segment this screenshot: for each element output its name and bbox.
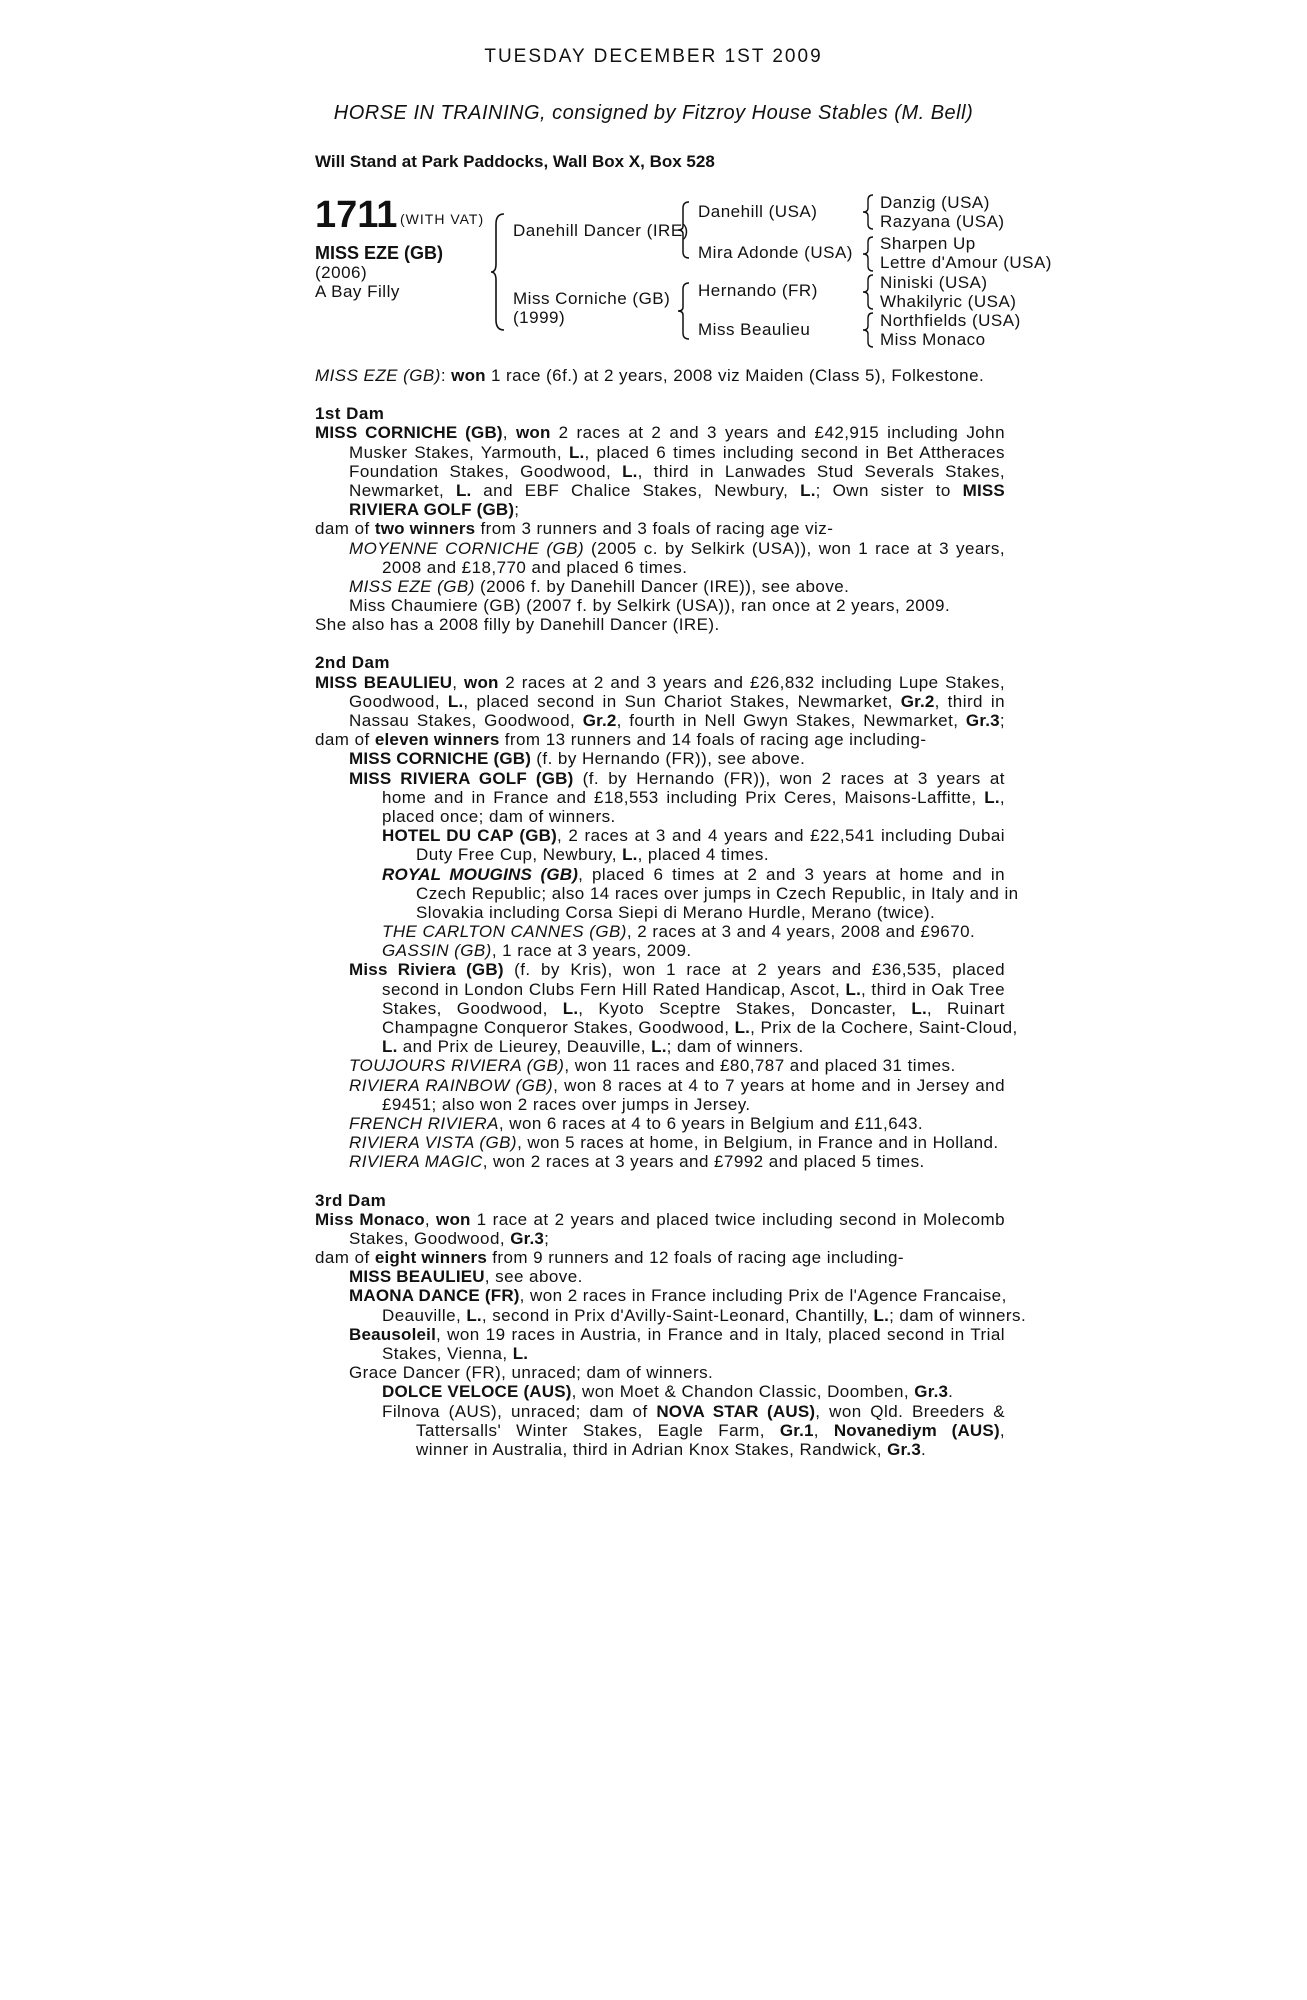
third-dam-text: Miss Monaco, won 1 race at 2 years and placed twice including second in Molecomb	[315, 1209, 1005, 1229]
intro-won: won	[451, 366, 486, 385]
pedigree-brace-main	[490, 212, 510, 332]
pedigree-dam-sire: Hernando (FR)	[698, 281, 818, 300]
pedigree-g4: Lettre d'Amour (USA)	[880, 253, 1052, 272]
pedigree-dam-year: (1999)	[513, 308, 566, 327]
pedigree-brace-g56	[862, 273, 878, 311]
pedigree-g5: Niniski (USA)	[880, 273, 988, 292]
second-dam-heading: 2nd Dam	[315, 653, 390, 673]
pedigree-sire-sire: Danehill (USA)	[698, 202, 818, 221]
first-dam-heading: 1st Dam	[315, 404, 385, 424]
horse-year: (2006)	[315, 263, 368, 282]
pedigree-g1: Danzig (USA)	[880, 193, 990, 212]
pedigree-g7: Northfields (USA)	[880, 311, 1021, 330]
vat-note: (WITH VAT)	[400, 211, 485, 227]
first-dam-text: MISS CORNICHE (GB), won 2 races at 2 and 3 years and £42,915 including John	[315, 423, 1005, 443]
horse-name: MISS EZE (GB)	[315, 243, 444, 263]
consignment-subtitle: HORSE IN TRAINING, consigned by Fitzroy House Stables (M. Bell)	[333, 102, 974, 124]
third-dam-heading: 3rd Dam	[315, 1190, 387, 1210]
pedigree-g6: Whakilyric (USA)	[880, 292, 1017, 311]
second-dam-text: MISS BEAULIEU, won 2 races at 2 and 3 years and £26,832 including Lupe Stakes,	[315, 672, 1006, 692]
pedigree-g2: Razyana (USA)	[880, 212, 1005, 231]
sale-date: TUESDAY DECEMBER 1ST 2009	[484, 46, 823, 67]
pedigree-sire: Danehill Dancer (IRE)	[513, 221, 689, 240]
intro-line	[315, 366, 1005, 385]
intro-record: 1 race (6f.) at 2 years, 2008 viz Maiden (Class 5), Folkestone.	[485, 366, 985, 385]
lot-number: 1711	[315, 194, 398, 236]
pedigree-sire-dam: Mira Adonde (USA)	[698, 243, 853, 262]
stand-location: Will Stand at Park Paddocks, Wall Box X, Box 528	[315, 152, 715, 171]
intro-horse: MISS EZE (GB)	[315, 366, 441, 385]
pedigree-brace-g12	[862, 193, 878, 231]
catalogue-body: MISS EZE (GB): won 1 race (6f.) at 2 years, 2008 viz Maiden (Class 5), Folkestone. 1st Dam MISS CORNICHE (GB), won 2 races at 2 and 3 years and £42,915 including John Musker Stakes, Yarmouth, L., placed 6 times including second in Bet Attheraces Foundation Stakes, Goodwood, L., third in Lanwades Stud Severals Stakes, Newmarket, L. and EBF Chalice Stakes, Newbury, L.; Own sister to MISS RIVIERA GOLF (GB); dam of two winners from 3 runners and 3 foals of racing age viz- MOYENNE CORNICHE (GB) (2005 c. by Selkirk (USA)), won 1 race at 3 years, 2008 and £18,770 and placed 6 times. MISS EZE (GB) (2006 f. by Danehill Dancer (IRE)), see above. Miss Chaumiere (GB) (2007 f. by Selkirk (USA)), ran once at 2 years, 2009. She also has a 2008 filly by Danehill Dancer (IRE). 2nd Dam MISS BEAULIEU, won 2 races at 2 and 3 years and £26,832 including Lupe Stakes, Goodwood, L., placed second in Sun Chariot Stakes, Newmarket, Gr.2, third in Nassau Stakes, Goodwood, Gr.2, fourth in Nell Gwyn Stakes, Newmarket, Gr.3; dam of eleven winners from 13 runners and 14 foals of racing age including- MISS CORNICHE (GB) (f. by Hernando (FR)), see above. MISS RIVIERA GOLF (GB) (f. by Hernando (FR)), won 2 races at 3 years at home and in France and £18,553 including Prix Ceres, Maisons-Laffitte, L., placed once; dam of winners. HOTEL DU CAP (GB), 2 races at 3 and 4 years and £22,541 including Dubai Duty Free Cup, Newbury, L., placed 4 times. ROYAL MOUGINS (GB), placed 6 times at 2 and 3 years at home and in Czech Republic; also 14 races over jumps in Czech Republic, in Italy and in Slovakia including Corsa Siepi di Merano Hurdle, Merano (twice). THE CARLTON CANNES (GB), 2 races at 3 and 4 years, 2008 and £9670. GASSIN (GB), 1 race at 3 years, 2009. Miss Riviera (GB) (f. by Kris), won 1 race at 2 years and £36,535, placed second in London Clubs Fern Hill Rated Handicap, Ascot, L., third in Oak Tree Stakes, Goodwood, L., Kyoto Sceptre Stakes, Doncaster, L., Ruinart Champagne Conqueror Stakes, Goodwood, L., Prix de la Cochere, Saint-Cloud, L. and Prix de Lieurey, Deauville, L.; dam of winners. TOUJOURS RIVIERA (GB), won 11 races and £80,787 and placed 31 times. RIVIERA RAINBOW (GB), won 8 races at 4 to 7 years at home and in Jersey and £9451; also won 2 races over jumps in Jersey. FRENCH RIVIERA, won 6 races at 4 to 6 years in Belgium and £11,643. RIVIERA VISTA (GB), won 5 races at home, in Belgium, in France and in Holland. RIVIERA MAGIC, won 2 races at 3 years and £7992 and placed 5 times. 3rd Dam Miss Monaco, won 1 race at 2 years and placed twice including second in Molecomb Stakes, Goodwood, Gr.3; dam of eight winners from 9 runners and 12 foals of racing age including- MISS BEAULIEU, see above. MAONA DANCE (FR), won 2 races in France including Prix de l'Agence Francaise, Deauville, L., second in Prix d'Avilly-Saint-Leonard, Chantilly, L.; dam of winners. Beausoleil, won 19 races in Austria, in France and in Italy, placed second in Trial Stakes, Vienna, L. Grace Dancer (FR), unraced; dam of winners. DOLCE VELOCE (AUS), won Moet & Chandon Classic, Doomben, Gr.3. Filnova (AUS), unraced; dam of NOVA STAR (AUS), won Qld. Breeders & Tattersalls' Winter Stakes, Eagle Farm, Gr.1, Novanediym (AUS), winner in Australia, third in Adrian Knox Stakes, Randwick, Gr.3.	[315, 366, 1027, 1459]
pedigree-brace-g78	[862, 311, 878, 349]
pedigree-brace-g34	[862, 235, 878, 273]
horse-description: A Bay Filly	[315, 282, 400, 301]
pedigree-dam-dam: Miss Beaulieu	[698, 320, 811, 339]
intro-sep: :	[440, 366, 452, 385]
pedigree-dam: Miss Corniche (GB)	[513, 289, 671, 308]
pedigree-g3: Sharpen Up	[880, 234, 976, 253]
pedigree-brace-dam	[677, 281, 695, 341]
pedigree-g8: Miss Monaco	[880, 330, 986, 349]
